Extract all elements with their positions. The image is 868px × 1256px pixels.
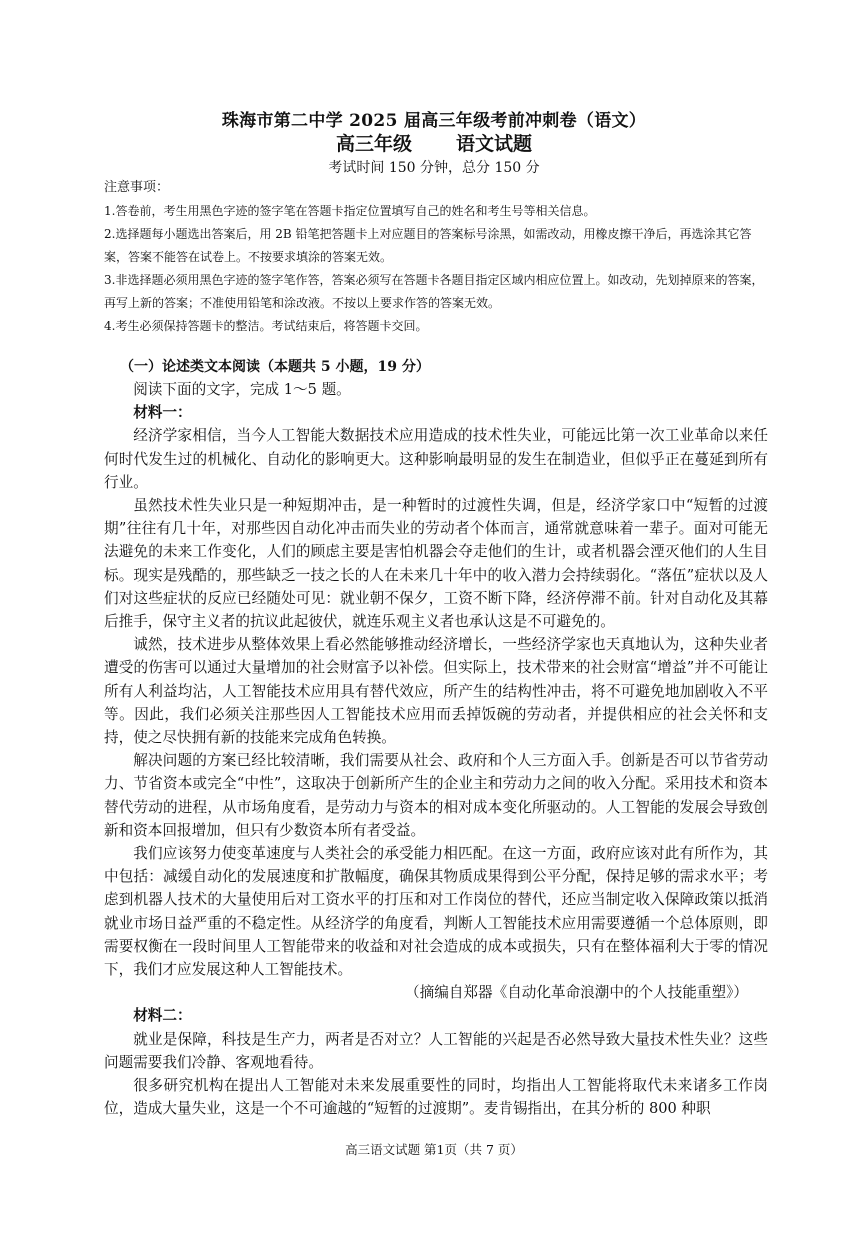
section-heading: （一）论述类文本阅读（本题共 5 小题，19 分） [120, 359, 430, 375]
notice-item: 2.选择题每小题选出答案后，用 2B 铅笔把答题卡上对应题目的答案标号涂黑，如需改动，用橡皮擦干净后，再选涂其它答案，答案不能答在试卷上。不按要求填涂的答案无效。 [104, 227, 752, 264]
notice-list [104, 200, 768, 338]
grade-label: 高三年级 [335, 133, 412, 155]
paper-title [0, 129, 868, 156]
material1-label: 材料一： [133, 404, 192, 422]
reading-text [104, 378, 768, 1121]
paragraph: 就业是保障，科技是生产力，两者是否对立？人工智能的兴起是否必然导致大量技术性失业？这些问题需要我们冷静、客观地看待。 [104, 1030, 768, 1071]
paragraph: 虽然技术性失业只是一种短期冲击，是一种暂时的过渡性失调，但是，经济学家口中“短暂的过渡期”往往有几十年，对那些因自动化冲击而失业的劳动者个体而言，通常就意味着一辈子。面对可能无法避免的未来工作变化，人们的顾虑主要是害怕机器会夺走他们的生计，或者机器会湮灭他们的人生目标。现实是残酷的，那些缺乏一技之长的人在未来几十年中的收入潜力会持续弱化。“落伍”症状以及人们对这些症状的反应已经随处可见：就业朝不保夕，工资不断下降，经济停滞不前。针对自动化及其幕后推手，保守主义者的抗议此起彼伏，就连乐观主义者也承认这是不可避免的。 [104, 497, 768, 631]
paragraph: 解决问题的方案已经比较清晰，我们需要从社会、政府和个人三方面入手。创新是否可以节省劳动力、节省资本或完全“中性”，这取决于创新所产生的企业主和劳动力之间的收入分配。采用技术和资本替代劳动的进程，从市场角度看，是劳动力与资本的相对成本变化所驱动的。人工智能的发展会导致创新和资本回报增加，但只有少数资本所有者受益。 [104, 752, 768, 839]
school-title: 珠海市第二中学 2025 届高三年级考前冲刺卷（语文） [221, 111, 647, 131]
material1-source: （摘编自郑器《自动化革命浪潮中的个人技能重塑》） [405, 984, 748, 1002]
exam-info: 考试时间 150 分钟，总分 150 分 [328, 160, 540, 176]
instruction: 阅读下面的文字，完成 1～5 题。 [133, 381, 351, 398]
material2-label: 材料二： [133, 1007, 192, 1025]
paragraph: 很多研究机构在提出人工智能对未来发展重要性的同时，均指出人工智能将取代未来诸多工作岗位，造成大量失业，这是一个不可逾越的“短暂的过渡期”。麦肯锡指出，在其分析的 800 种职 [104, 1077, 768, 1118]
notice-item: 3.非选择题必须用黑色字迹的签字笔作答，答案必须写在答题卡各题目指定区域内相应位置上。如改动，先划掉原来的答案，再写上新的答案；不准使用铅笔和涂改液。不按以上要求作答的答案无效。 [104, 273, 764, 310]
notice-heading: 注意事项： [104, 180, 170, 195]
notice-item: 4.考生必须保持答题卡的整洁。考试结束后，将答题卡交回。 [104, 319, 428, 333]
paragraph: 经济学家相信，当今人工智能大数据技术应用造成的技术性失业，可能远比第一次工业革命以来任何时代发生过的机械化、自动化的影响更大。这种影响最明显的发生在制造业，但似乎正在蔓延到所有行业。 [104, 427, 768, 491]
paragraph: 诚然，技术进步从整体效果上看必然能够推动经济增长，一些经济学家也天真地认为，这种失业者遭受的伤害可以通过大量增加的社会财富予以补偿。但实际上，技术带来的社会财富“增益”并不可能让所有人利益均沾，人工智能技术应用具有替代效应，所产生的结构性冲击，将不可避免地加剧收入不平等。因此，我们必须关注那些因人工智能技术应用而丢掉饭碗的劳动者，并提供相应的社会关怀和支持，使之尽快拥有新的技能来完成角色转换。 [104, 636, 768, 747]
subject-label: 语文试题 [456, 133, 533, 155]
paragraph: 我们应该努力使变革速度与人类社会的承受能力相匹配。在这一方面，政府应该对此有所作为，其中包括：减缓自动化的发展速度和扩散幅度，确保其物质成果得到公平分配，保持足够的需求水平；考虑到机器人技术的大量使用后对工资水平的打压和对工作岗位的替代，还应当制定收入保障政策以抵消就业市场日益严重的不稳定性。从经济学的角度看，判断人工智能技术应用需要遵循一个总体原则，即需要权衡在一段时间里人工智能带来的收益和对社会造成的成本或损失，只有在整体福利大于零的情况下，我们才应发展这种人工智能技术。 [104, 845, 768, 979]
notice-item: 1.答卷前，考生用黑色字迹的签字笔在答题卡指定位置填写自己的姓名和考生号等相关信息。 [104, 204, 596, 218]
page-footer: 高三语文试题 第1页（共 7 页） [345, 1142, 523, 1157]
